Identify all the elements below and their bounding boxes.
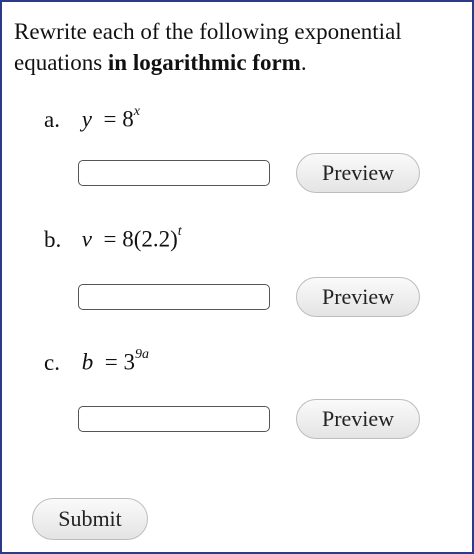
- answer-input-c[interactable]: [78, 406, 270, 432]
- problem-label: b.: [44, 226, 62, 252]
- problem-b: [44, 221, 182, 254]
- problem-exponent: t: [177, 224, 182, 239]
- preview-button-a[interactable]: Preview: [296, 153, 420, 193]
- problem-base: 8(2.2): [122, 226, 178, 252]
- problem-lhs: b: [81, 349, 94, 375]
- equals-sign: =: [97, 226, 123, 252]
- question-prompt: [14, 16, 454, 78]
- equals-sign: =: [99, 349, 124, 375]
- problem-a: [44, 101, 140, 134]
- prompt-text: Rewrite each of the following exponential equations: [14, 19, 402, 75]
- problem-exponent: x: [133, 104, 140, 119]
- problem-exponent: 9a: [134, 347, 149, 362]
- prompt-emphasis: in logarithmic form: [107, 50, 301, 75]
- answer-input-a[interactable]: [78, 160, 270, 186]
- preview-button-b[interactable]: Preview: [296, 277, 420, 317]
- preview-button-c[interactable]: Preview: [296, 399, 420, 439]
- problem-base: 3: [123, 349, 135, 375]
- problem-label: a.: [44, 106, 60, 132]
- prompt-period: .: [300, 50, 307, 75]
- problem-lhs: v: [81, 226, 92, 252]
- problem-base: 8: [122, 106, 134, 132]
- problem-label: c.: [44, 349, 60, 375]
- problem-c: [44, 344, 149, 377]
- problem-lhs: y: [81, 106, 92, 132]
- equals-sign: =: [97, 106, 123, 132]
- submit-button[interactable]: Submit: [32, 498, 148, 540]
- answer-input-b[interactable]: [78, 284, 270, 310]
